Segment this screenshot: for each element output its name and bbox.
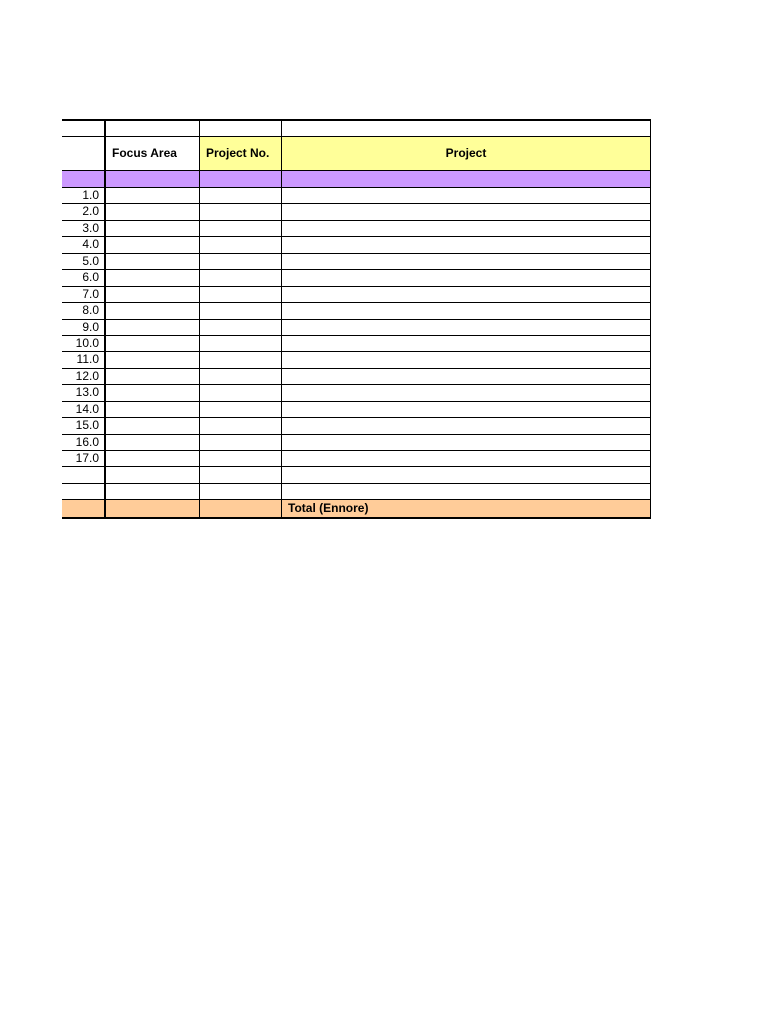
- blank-row: [62, 484, 651, 500]
- cell[interactable]: [62, 171, 106, 187]
- cell[interactable]: [200, 287, 282, 302]
- cell[interactable]: [106, 171, 200, 187]
- table-row: [62, 418, 651, 434]
- cell[interactable]: [106, 204, 200, 219]
- cell[interactable]: [200, 320, 282, 335]
- cell[interactable]: [282, 352, 651, 367]
- cell[interactable]: [282, 484, 651, 499]
- cell[interactable]: [200, 188, 282, 203]
- table-row: [62, 303, 651, 319]
- cell[interactable]: [200, 237, 282, 252]
- row-number-cell[interactable]: 4.0: [62, 237, 106, 252]
- table-row: [62, 254, 651, 270]
- cell[interactable]: [106, 484, 200, 499]
- row-number-cell[interactable]: 8.0: [62, 303, 106, 318]
- cell[interactable]: [106, 451, 200, 466]
- cell[interactable]: [106, 336, 200, 351]
- blank-row: [62, 467, 651, 483]
- cell[interactable]: [200, 121, 282, 136]
- cell[interactable]: [282, 385, 651, 400]
- cell[interactable]: [282, 402, 651, 417]
- cell[interactable]: [200, 402, 282, 417]
- cell[interactable]: [106, 188, 200, 203]
- table-row: [62, 221, 651, 237]
- cell[interactable]: [106, 270, 200, 285]
- cell[interactable]: [282, 451, 651, 466]
- cell[interactable]: [282, 435, 651, 450]
- cell[interactable]: [282, 303, 651, 318]
- cell[interactable]: [200, 500, 282, 517]
- cell[interactable]: [62, 484, 106, 499]
- cell[interactable]: [282, 287, 651, 302]
- cell[interactable]: [282, 171, 651, 187]
- table-row: [62, 352, 651, 368]
- cell[interactable]: [200, 336, 282, 351]
- cell[interactable]: [282, 221, 651, 236]
- cell[interactable]: [200, 435, 282, 450]
- cell[interactable]: [106, 303, 200, 318]
- row-number-cell[interactable]: 14.0: [62, 402, 106, 417]
- cell[interactable]: [282, 121, 651, 136]
- cell[interactable]: [200, 467, 282, 482]
- cell[interactable]: [106, 352, 200, 367]
- row-number-cell[interactable]: 7.0: [62, 287, 106, 302]
- cell[interactable]: [200, 171, 282, 187]
- cell[interactable]: [200, 418, 282, 433]
- cell[interactable]: [106, 369, 200, 384]
- cell[interactable]: [200, 385, 282, 400]
- table-row: [62, 287, 651, 303]
- row-number-cell[interactable]: 12.0: [62, 369, 106, 384]
- cell[interactable]: [200, 270, 282, 285]
- table-row: [62, 204, 651, 220]
- project-sheet-table: [62, 119, 651, 519]
- cell[interactable]: [282, 237, 651, 252]
- cell[interactable]: [106, 320, 200, 335]
- row-number-cell[interactable]: 16.0: [62, 435, 106, 450]
- data-rows: [62, 188, 651, 467]
- header-row: [62, 137, 651, 171]
- cell[interactable]: [106, 402, 200, 417]
- table-row: [62, 435, 651, 451]
- cell[interactable]: [200, 254, 282, 269]
- row-number-cell[interactable]: 11.0: [62, 352, 106, 367]
- cell[interactable]: [282, 188, 651, 203]
- cell[interactable]: [62, 121, 106, 136]
- table-row: [62, 237, 651, 253]
- cell[interactable]: [282, 320, 651, 335]
- total-row: [62, 500, 651, 519]
- table-row: [62, 270, 651, 286]
- table-row: [62, 402, 651, 418]
- row-number-cell[interactable]: 9.0: [62, 320, 106, 335]
- row-number-cell[interactable]: 13.0: [62, 385, 106, 400]
- cell[interactable]: [282, 270, 651, 285]
- cell[interactable]: [282, 418, 651, 433]
- row-number-cell[interactable]: 15.0: [62, 418, 106, 433]
- table-row: [62, 320, 651, 336]
- cell[interactable]: [62, 467, 106, 482]
- top-spacer-row: [62, 119, 651, 137]
- cell[interactable]: [200, 451, 282, 466]
- project-no-header[interactable]: Project No.: [200, 137, 282, 170]
- project-header[interactable]: Project: [282, 137, 651, 170]
- cell[interactable]: [106, 287, 200, 302]
- cell[interactable]: [282, 254, 651, 269]
- table-row: [62, 385, 651, 401]
- cell[interactable]: [62, 500, 106, 517]
- row-number-cell[interactable]: 3.0: [62, 221, 106, 236]
- cell[interactable]: [106, 237, 200, 252]
- cell[interactable]: [282, 369, 651, 384]
- row-number-cell[interactable]: 10.0: [62, 336, 106, 351]
- cell[interactable]: [282, 204, 651, 219]
- cell[interactable]: [200, 303, 282, 318]
- cell[interactable]: [106, 500, 200, 517]
- cell[interactable]: [106, 385, 200, 400]
- table-row: [62, 369, 651, 385]
- cell[interactable]: [106, 435, 200, 450]
- cell[interactable]: [106, 121, 200, 136]
- cell[interactable]: [200, 221, 282, 236]
- row-no-header[interactable]: [62, 137, 106, 170]
- row-number-cell[interactable]: 1.0: [62, 188, 106, 203]
- table-row: [62, 188, 651, 204]
- cell[interactable]: [106, 467, 200, 482]
- cell[interactable]: [282, 336, 651, 351]
- cell[interactable]: [200, 369, 282, 384]
- row-number-cell[interactable]: 6.0: [62, 270, 106, 285]
- table-row: [62, 451, 651, 467]
- cell[interactable]: [200, 352, 282, 367]
- table-row: [62, 336, 651, 352]
- focus-area-header[interactable]: Focus Area: [106, 137, 200, 170]
- cell[interactable]: [106, 418, 200, 433]
- cell[interactable]: [106, 221, 200, 236]
- row-number-cell[interactable]: 17.0: [62, 451, 106, 466]
- total-label[interactable]: Total (Ennore): [282, 500, 651, 517]
- cell[interactable]: [106, 254, 200, 269]
- row-number-cell[interactable]: 2.0: [62, 204, 106, 219]
- cell[interactable]: [200, 484, 282, 499]
- cell[interactable]: [282, 467, 651, 482]
- row-number-cell[interactable]: 5.0: [62, 254, 106, 269]
- cell[interactable]: [200, 204, 282, 219]
- purple-band-row: [62, 171, 651, 188]
